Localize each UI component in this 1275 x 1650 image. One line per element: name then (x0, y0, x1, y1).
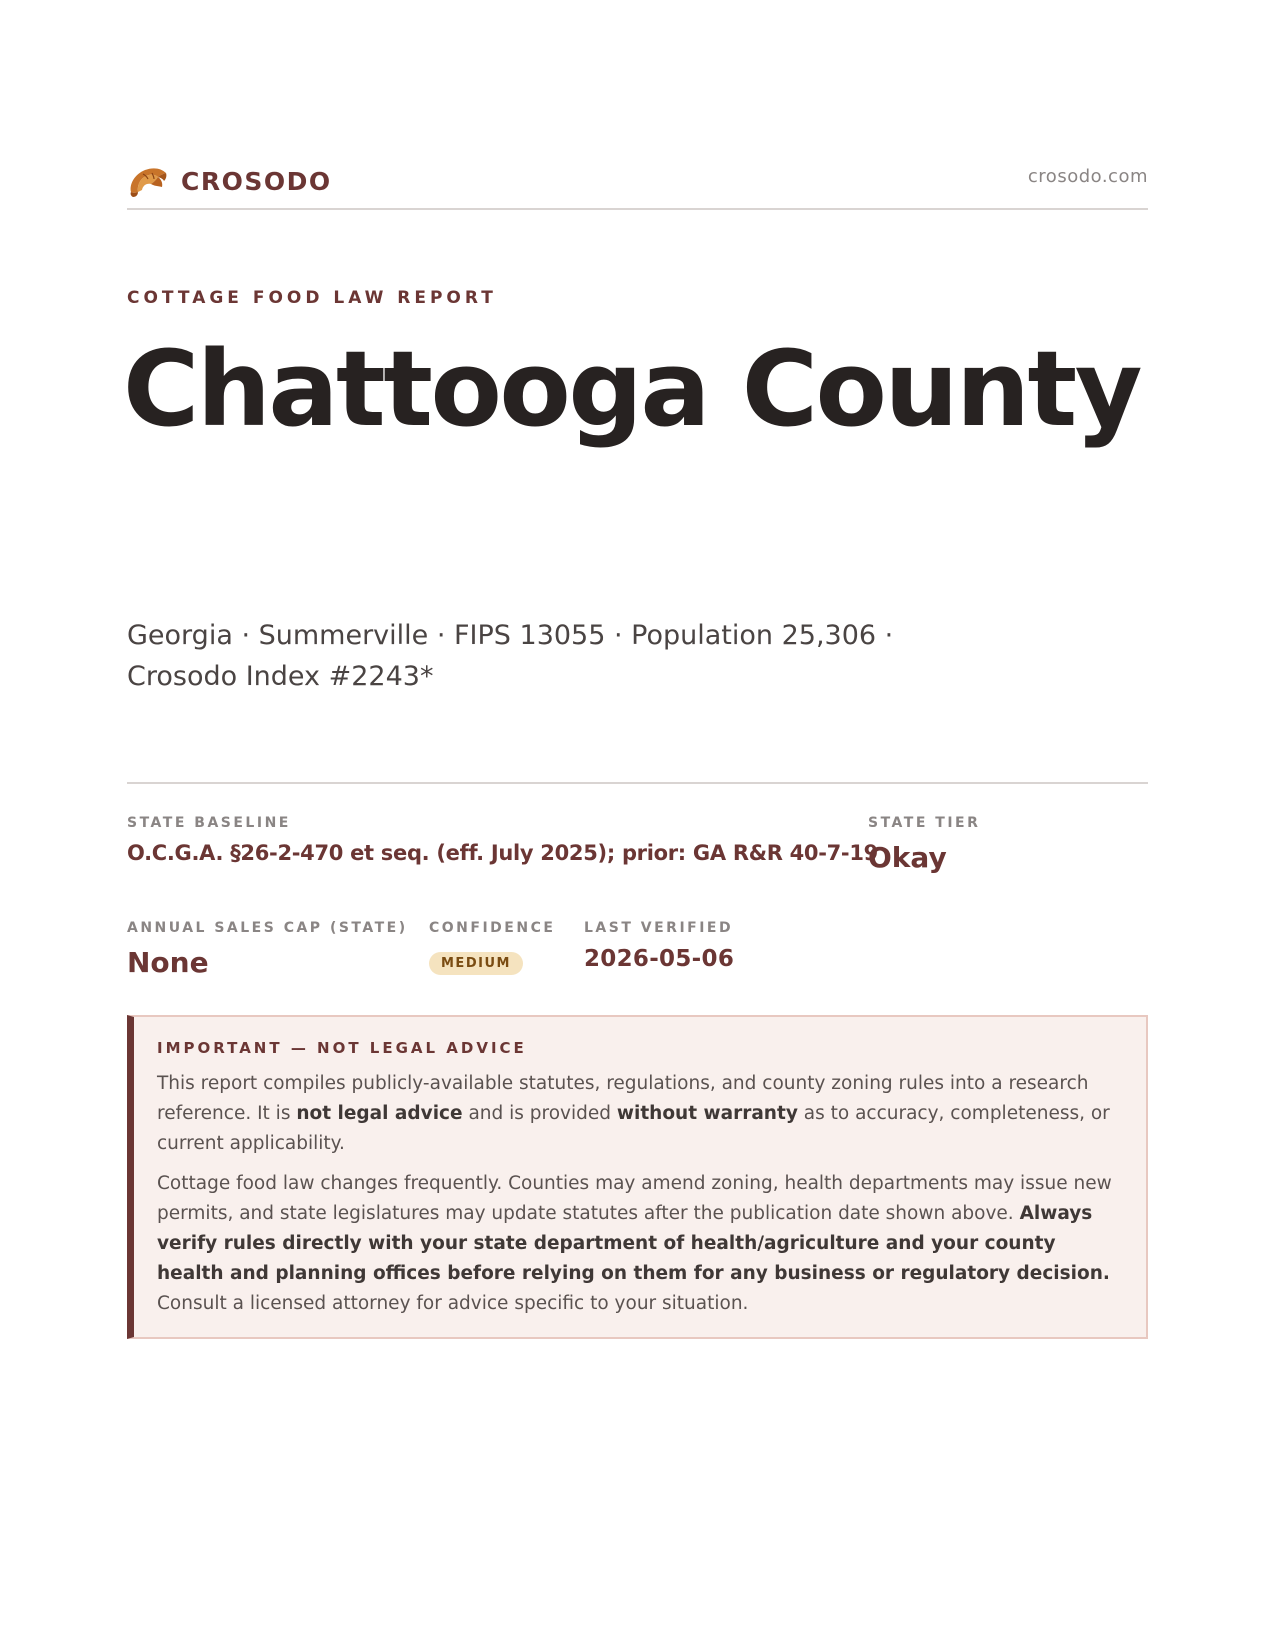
state-tier-label: STATE TIER (868, 815, 981, 831)
croissant-icon (127, 162, 169, 200)
site-url-link[interactable]: crosodo.com (1027, 166, 1148, 187)
legal-notice (127, 1015, 1148, 1339)
page-header (127, 156, 1148, 210)
sales-cap-field (127, 920, 408, 979)
county-meta (127, 615, 1027, 697)
legal-notice-paragraph-1 (157, 1069, 1120, 1159)
page-title: Chattooga County (123, 328, 1141, 450)
state-baseline-value: O.C.G.A. §26-2-470 et seq. (eff. July 2025); prior: GA R&R 40-7-19 (127, 841, 878, 865)
notice-text: as to accuracy, completeness, or current applicability. (157, 1103, 1110, 1154)
confidence-field (429, 920, 555, 975)
notice-emphasis: without warranty (616, 1103, 798, 1124)
last-verified-label: LAST VERIFIED (584, 920, 734, 936)
report-page (123, 0, 1148, 1650)
brand (127, 162, 332, 200)
county-meta-line-2: Crosodo Index #2243* (127, 661, 434, 692)
notice-text: This report compiles publicly-available statutes, regulations, and county zoning rules into a research reference. It is (157, 1073, 1089, 1124)
last-verified-value: 2026-05-06 (584, 946, 735, 972)
confidence-label: CONFIDENCE (429, 920, 556, 936)
confidence-badge: MEDIUM (429, 952, 523, 975)
notice-emphasis: Always verify rules directly with your state department of health/agriculture and your county health and planning offices before relying on them for any business or regulatory decision. (157, 1203, 1110, 1284)
legal-notice-paragraph-2 (157, 1169, 1120, 1319)
state-tier-value: Okay (868, 841, 947, 874)
section-divider (127, 782, 1148, 784)
report-eyebrow: COTTAGE FOOD LAW REPORT (127, 288, 497, 308)
notice-text: and is provided (462, 1103, 617, 1124)
last-verified-field (584, 920, 734, 972)
state-baseline-field (127, 815, 878, 865)
county-meta-line-1: Georgia · Summerville · FIPS 13055 · Population 25,306 · (127, 620, 894, 651)
state-tier-field (868, 815, 980, 874)
state-baseline-label: STATE BASELINE (127, 815, 291, 831)
notice-text: Consult a licensed attorney for advice specific to your situation. (157, 1293, 749, 1314)
sales-cap-value: None (127, 946, 209, 979)
sales-cap-label: ANNUAL SALES CAP (STATE) (127, 920, 408, 936)
brand-name: CROSODO (181, 166, 332, 196)
legal-notice-heading: IMPORTANT — NOT LEGAL ADVICE (157, 1039, 527, 1057)
notice-text: Cottage food law changes frequently. Counties may amend zoning, health departments may issue new permits, and state legislatures may update statutes after the publication date shown above. (157, 1173, 1112, 1224)
notice-emphasis: not legal advice (296, 1103, 463, 1124)
